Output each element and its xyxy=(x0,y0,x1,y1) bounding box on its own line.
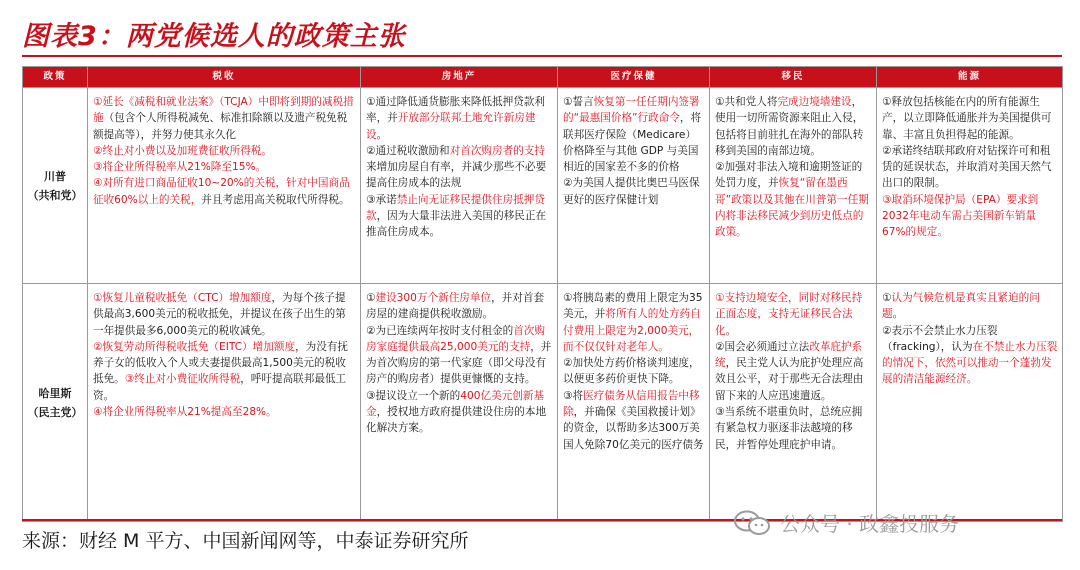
policy-item xyxy=(563,388,705,453)
real-estate-cell xyxy=(361,284,558,522)
policy-text: ，并确保《美国救援计划》的资金，以帮助多达300万美国人免除70亿美元的医疗债务 xyxy=(563,406,704,451)
policy-text: ① xyxy=(882,292,892,304)
immigration-cell xyxy=(710,88,877,284)
policy-item xyxy=(366,192,553,241)
healthcare-cell xyxy=(558,88,710,284)
policy-text: ③将 xyxy=(563,389,584,402)
policy-item xyxy=(93,175,356,208)
policy-item xyxy=(93,404,356,420)
policy-text: ①通过降低通货膨胀来降低抵押贷款利率，并 xyxy=(366,96,545,125)
highlighted-text: ④将企业所得税率从21%提高至28%。 xyxy=(93,406,277,419)
tax-cell xyxy=(88,88,361,284)
party-name: （民主党） xyxy=(27,405,83,419)
policy-item xyxy=(563,94,705,175)
highlighted-text: ①延长《减税和就业法案》（TCJA）中即将到期的减税措施 xyxy=(93,96,354,125)
table-row-harris xyxy=(23,284,1063,522)
highlighted-text: 恢复第一任任期内签署的“最惠国价格”行政命令 xyxy=(563,96,700,125)
figure-title: 图表3：两党候选人的政策主张 xyxy=(22,21,406,52)
policy-text: （包含个人所得税减免、标准扣除额以及遗产税免税额提高等），并努力使其永久化 xyxy=(93,112,348,141)
highlighted-text: 禁止向无证移民提供住房抵押贷款 xyxy=(366,193,545,223)
policy-text: 。 xyxy=(376,128,388,141)
highlighted-text: 完成边境墙建设 xyxy=(777,96,852,108)
policy-text: ②通过税收激励和 xyxy=(366,144,450,157)
policy-text: ②国会必须通过立法 xyxy=(715,340,810,353)
highlighted-text: 在不禁止水力压裂的情况下，依然可以推动一个蓬勃发展的清洁能源经济。 xyxy=(882,340,1058,386)
policy-item xyxy=(93,159,356,175)
healthcare-cell xyxy=(558,284,710,522)
policy-text: ③当系统不堪重负时，总统应拥有紧急权力驱逐非法越境的移民，并暂停处理庇护申请。 xyxy=(715,406,863,451)
highlighted-text: 改革庇护系统 xyxy=(715,340,863,370)
policy-text: ，将联邦医疗保险（Medicare）价格降至与其他 GDP 与美国相近的国家差不多的价格 xyxy=(563,112,702,174)
highlighted-text: ④对所有进口商品征收10~20%的关税，针对中国商品征收60%以上的关税， xyxy=(93,177,350,206)
source-note: 来源：财经 M 平方、中国新闻网等，中泰证券研究所 xyxy=(22,530,469,552)
policy-item xyxy=(715,339,872,404)
policy-item xyxy=(93,339,356,404)
party-cell-trump xyxy=(23,88,88,284)
policy-text: 。 xyxy=(725,324,737,337)
highlighted-text: 将所有人的处方药自付费用上限定为2,000美元，而不仅仅针对老年人。 xyxy=(563,308,701,353)
highlighted-text: ③终止对小费征收所得税 xyxy=(124,373,241,386)
immigration-cell xyxy=(710,284,877,522)
policy-text: ，为没有抚养子女的低收入个人或夫妻提供最高1,500美元的税收抵免。 xyxy=(93,340,349,386)
highlighted-text: 认为气候危机是真实且紧迫的问题 xyxy=(882,292,1040,321)
table-header-row xyxy=(23,67,1063,88)
policy-item xyxy=(366,388,553,437)
highlighted-text: ②终止对小费以及加班费征收所得税。 xyxy=(93,144,272,157)
policy-item xyxy=(563,175,705,208)
real-estate-cell xyxy=(361,88,558,284)
header-healthcare: 医疗保健 xyxy=(558,67,710,88)
energy-cell xyxy=(877,284,1063,522)
party-cell-harris xyxy=(23,284,88,522)
policy-text: ，呼吁提高联邦最低工资。 xyxy=(93,373,347,402)
policy-text: ，因为大量非法进入美国的移民正在推高住房成本。 xyxy=(366,210,547,239)
policy-item xyxy=(715,290,872,339)
policy-item xyxy=(563,355,705,388)
policy-item xyxy=(882,323,1058,388)
highlighted-text: ①恢复儿童税收抵免（CTC）增加额度 xyxy=(93,292,272,304)
highlighted-text: 首次购房家庭提供最高25,000美元的支持 xyxy=(366,324,545,353)
highlighted-text: 对首次购房者的支持 xyxy=(449,144,545,157)
highlighted-text: 400亿美元创新基金 xyxy=(366,389,545,419)
wechat-icon xyxy=(732,509,772,537)
policy-text: ，使用一切所需资源来阻止入侵，包括将目前驻扎在海外的部队转移到美国的南部边境。 xyxy=(715,96,864,157)
header-energy: 能源 xyxy=(877,67,1063,88)
highlighted-text: ①支持边境安全，同时对移民持正面态度，支持无证移民合法化 xyxy=(715,292,863,337)
policy-text: ②加强对非法入境和逾期签证的处罚力度，并 xyxy=(715,161,863,190)
highlighted-text: ③取消环境保护局（EPA）要求到2032年电动车需占美国新车销量67%的规定。 xyxy=(882,193,1039,239)
header-policy: 政策 xyxy=(23,67,88,88)
policy-item xyxy=(882,94,1058,143)
policy-text: ①释放包括核能在内的所有能源生产，以立即降低通胀并为美国提供可靠、丰富且负担得起的能源。 xyxy=(882,96,1052,141)
policy-text: ①将胰岛素的费用上限定为35美元，并 xyxy=(563,292,703,321)
policy-item xyxy=(366,323,553,388)
policy-text: ①誓言 xyxy=(563,96,594,108)
header-immigration: 移民 xyxy=(710,67,877,88)
policy-text: ，民主党人认为庇护处理应高效且公平，对于那些无合法理由留下来的人应迅速遣返。 xyxy=(715,357,864,402)
policy-text: ① xyxy=(366,292,376,304)
policy-item xyxy=(882,143,1058,192)
watermark xyxy=(732,508,959,537)
table-row-trump xyxy=(23,88,1063,284)
candidate-name: 哈里斯 xyxy=(38,386,72,400)
policy-item xyxy=(93,290,356,339)
policy-text: 。 xyxy=(892,308,904,321)
header-tax: 税收 xyxy=(88,67,361,88)
energy-cell xyxy=(877,88,1063,284)
policy-text: ②表示不会禁止水力压裂（fracking），认为 xyxy=(882,324,998,353)
highlighted-text: 开放部分联邦土地允许新房建设 xyxy=(366,112,536,141)
policy-text: ，为每个孩子提供最高3,600美元的税收抵免，并提议在孩子出生的第一年提供最多6,000美元的税收减免。 xyxy=(93,292,346,337)
policy-item xyxy=(563,290,705,355)
party-name: （共和党） xyxy=(27,188,83,202)
policy-text: ②为已连续两年按时支付租金的 xyxy=(366,324,514,337)
title-divider xyxy=(22,55,1062,57)
policy-item xyxy=(715,94,872,159)
policy-item xyxy=(882,192,1058,241)
highlighted-text: 建设300万个新住房单位 xyxy=(375,292,492,304)
tax-cell xyxy=(88,284,361,522)
policy-text: ，并为首次购房的第一代家庭（即父母没有房产的购房者）提供更慷慨的支持。 xyxy=(366,340,552,386)
policy-item xyxy=(93,94,356,143)
policy-text: ③提议设立一个新的 xyxy=(366,389,461,402)
policy-text: ，并对首套房屋的建商提供税收激励。 xyxy=(366,292,545,321)
policy-item xyxy=(366,290,553,323)
policy-item xyxy=(715,404,872,453)
policy-item xyxy=(715,159,872,240)
policy-text: 并且考虑用高关税取代所得税。 xyxy=(201,193,350,206)
candidate-name: 川普 xyxy=(44,169,66,183)
policy-item xyxy=(93,143,356,159)
header-real-estate: 房地产 xyxy=(361,67,558,88)
policy-text: ②加快处方药价格谈判速度，以便更多药价更快下降。 xyxy=(563,357,700,386)
policy-text: 来增加房屋自有率，并减少那些不必要提高住房成本的法规 xyxy=(366,161,547,190)
highlighted-text: ②恢复劳动所得税收抵免（EITC）增加额度 xyxy=(93,340,296,353)
policy-text: ③承诺 xyxy=(366,193,397,206)
policy-item xyxy=(882,290,1058,323)
policy-text: ②为美国人提供比奥巴马医保更好的医疗保健计划 xyxy=(563,177,700,206)
policy-table xyxy=(22,66,1063,522)
policy-item xyxy=(366,94,553,143)
policy-item xyxy=(366,143,553,192)
highlighted-text: 恢复“留在墨西哥”政策以及其他在川普第一任期内将非法移民减少到历史低点的政策。 xyxy=(715,177,869,239)
policy-text: ①共和党人将 xyxy=(715,96,778,108)
highlighted-text: 医疗债务从信用报告中移除 xyxy=(563,389,700,419)
watermark-text: 公众号 · 政鑫投服务 xyxy=(780,512,960,536)
policy-text: ②承诺终结联邦政府对钻探许可和租赁的延误状态，并取消对美国天然气出口的限制。 xyxy=(882,144,1052,190)
highlighted-text: ③将企业所得税率从21%降至15%。 xyxy=(93,161,267,174)
policy-text: ，授权地方政府提供建设住房的本地化解决方案。 xyxy=(366,406,547,435)
